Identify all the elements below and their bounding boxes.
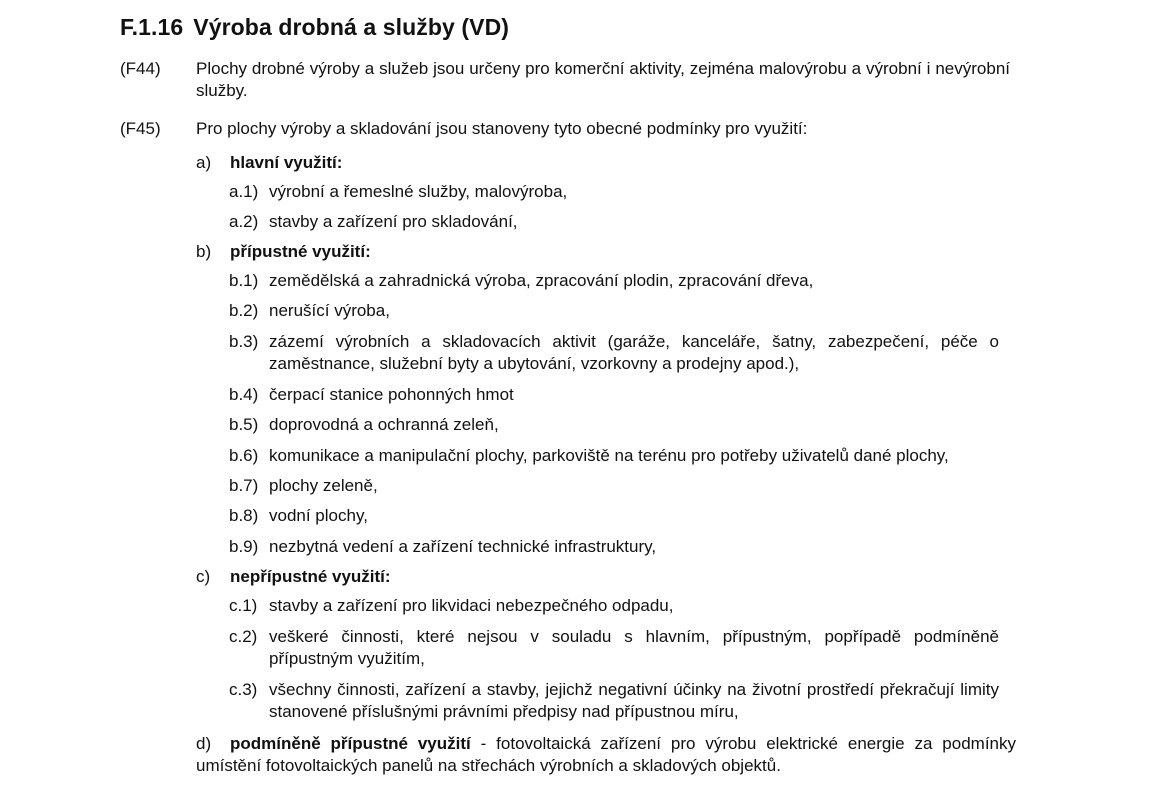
list-item-b2: [229, 300, 999, 322]
item-code: c.3): [229, 680, 258, 699]
group-label: nepřípustné využití:: [230, 567, 391, 586]
item-code: b.5): [229, 415, 259, 434]
group-d: [196, 733, 1016, 777]
list-item-b8: [229, 505, 999, 527]
group-label: přípustné využití:: [230, 242, 371, 261]
section-number: F.1.16: [120, 14, 184, 40]
group-letter: c): [196, 567, 211, 586]
list-item-c2: [229, 626, 999, 670]
item-text: stavby a zařízení pro likvidaci nebezpečného odpadu,: [269, 596, 674, 615]
group-c-header: [196, 566, 1016, 588]
item-code: b.1): [229, 271, 259, 290]
item-text: nerušící výroba,: [269, 301, 390, 320]
list-item-b1: [229, 270, 999, 292]
paragraph-f45: [120, 118, 1010, 140]
item-text: veškeré činnosti, které nejsou v souladu s hlavním, přípustným, popřípadě podmíněně přípustným využitím,: [269, 627, 999, 668]
item-code: b.8): [229, 506, 259, 525]
item-text: zemědělská a zahradnická výroba, zpracování plodin, zpracování dřeva,: [269, 271, 814, 290]
item-text: stavby a zařízení pro skladování,: [269, 212, 518, 231]
list-item-b9: [229, 536, 999, 558]
list-item-c3: [229, 679, 999, 723]
item-text: všechny činnosti, zařízení a stavby, jejichž negativní účinky na životní prostředí překračují limity stanovené příslušnými právními předpisy nad přípustnou míru,: [269, 680, 999, 721]
group-letter: b): [196, 242, 212, 261]
paragraph-code: (F45): [120, 119, 161, 138]
paragraph-code: (F44): [120, 59, 161, 78]
item-code: b.2): [229, 301, 259, 320]
list-item-c1: [229, 595, 999, 617]
group-b-header: [196, 241, 1016, 263]
item-text: plochy zeleně,: [269, 476, 378, 495]
item-code: b.4): [229, 385, 259, 404]
group-a-header: [196, 152, 1016, 174]
item-code: b.9): [229, 537, 259, 556]
item-text: zázemí výrobních a skladovacích aktivit (garáže, kanceláře, šatny, zabezpečení, péče o zaměstnance, služební byty a ubytování, vzorkovny a prodejny apod.),: [269, 332, 999, 373]
item-code: a.1): [229, 182, 259, 201]
item-code: a.2): [229, 212, 259, 231]
list-item-b5: [229, 414, 999, 436]
item-text: doprovodná a ochranná zeleň,: [269, 415, 499, 434]
item-code: b.7): [229, 476, 259, 495]
item-code: c.2): [229, 627, 258, 646]
list-item-b3: [229, 331, 999, 375]
item-code: b.3): [229, 332, 259, 351]
group-label: hlavní využití:: [230, 153, 343, 172]
list-item-b6: [229, 445, 999, 467]
group-letter: d): [196, 734, 212, 753]
item-text: komunikace a manipulační plochy, parkoviště na terénu pro potřeby uživatelů dané plochy,: [269, 446, 949, 465]
section-title: Výroba drobná a služby (VD): [193, 14, 510, 40]
list-item-b7: [229, 475, 999, 497]
group-letter: a): [196, 153, 212, 172]
list-item-b4: [229, 384, 999, 406]
section-heading: [120, 14, 509, 41]
paragraph-text: Pro plochy výroby a skladování jsou stanoveny tyto obecné podmínky pro využití:: [196, 119, 808, 138]
list-item-a1: [229, 181, 999, 203]
item-text: nezbytná vedení a zařízení technické infrastruktury,: [269, 537, 657, 556]
paragraph-f44: [120, 58, 1010, 102]
item-code: b.6): [229, 446, 259, 465]
item-text: výrobní a řemeslné služby, malovýroba,: [269, 182, 568, 201]
group-label: podmíněně přípustné využití: [230, 734, 471, 753]
paragraph-text: Plochy drobné výroby a služeb jsou určeny pro komerční aktivity, zejména malovýrobu a výrobní i nevýrobní služby.: [196, 59, 1010, 100]
item-text: čerpací stanice pohonných hmot: [269, 385, 514, 404]
item-code: c.1): [229, 596, 258, 615]
item-text: vodní plochy,: [269, 506, 368, 525]
list-item-a2: [229, 211, 999, 233]
group-description: - fotovoltaická zařízení pro výrobu elektrické energie za podmínky umístění fotovoltaických panelů na střechách výrobních a skladových objektů.: [196, 734, 1016, 775]
